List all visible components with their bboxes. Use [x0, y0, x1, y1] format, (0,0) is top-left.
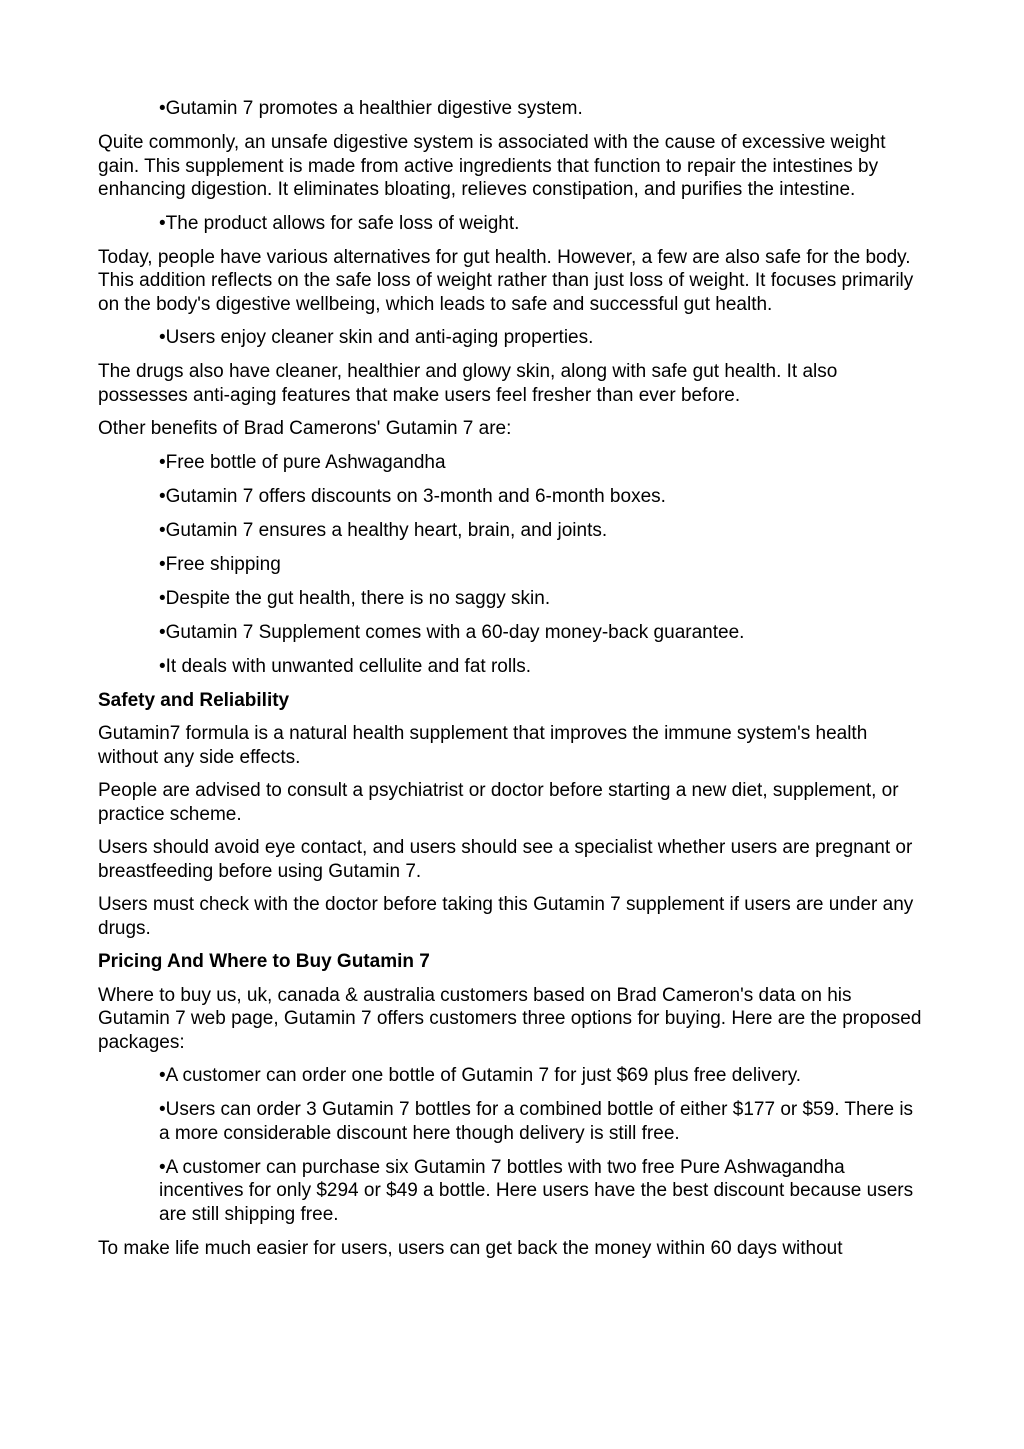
paragraph-digestive: Quite commonly, an unsafe digestive system is associated with the cause of excessive weight gain. This supplement is made from active ingredients that function to repair the intestines by enhancing digestion. It eliminates bloating, relieves constipation, and purifies the intestine.: [98, 132, 886, 200]
heading-pricing: Pricing And Where to Buy Gutamin 7: [98, 951, 430, 972]
bullet-saggy-skin: •Despite the gut health, there is no saggy skin.: [159, 587, 551, 609]
bullet-guarantee: •Gutamin 7 Supplement comes with a 60-day money-back guarantee.: [159, 621, 745, 643]
bullet-cellulite: •It deals with unwanted cellulite and fat rolls.: [159, 655, 532, 677]
paragraph-consult: People are advised to consult a psychiatrist or doctor before starting a new diet, supplement, or practice scheme.: [98, 780, 899, 825]
document-page: [98, 97, 928, 1270]
bullet-free-shipping: •Free shipping: [159, 553, 281, 575]
paragraph-where-to-buy: Where to buy us, uk, canada & australia customers based on Brad Cameron's data on his Gutamin 7 web page, Gutamin 7 offers customers three options for buying. Here are the proposed packages:: [98, 984, 922, 1053]
bullet-discounts: •Gutamin 7 offers discounts on 3-month and 6-month boxes.: [159, 485, 666, 507]
paragraph-eye-contact: Users should avoid eye contact, and users should see a specialist whether users are pregnant or breastfeeding before using Gutamin 7.: [98, 837, 913, 882]
paragraph-skin: The drugs also have cleaner, healthier and glowy skin, along with safe gut health. It also possesses anti-aging features that make users feel fresher than ever before.: [98, 361, 838, 406]
heading-safety: Safety and Reliability: [98, 689, 290, 711]
paragraph-other-benefits: Other benefits of Brad Camerons' Gutamin 7 are:: [98, 418, 512, 439]
paragraph-gut-health: Today, people have various alternatives for gut health. However, a few are also safe for the body. This addition reflects on the safe loss of weight rather than just loss of weight. It focuses primarily on the body's digestive wellbeing, which leads to safe and successful gut health.: [98, 246, 914, 315]
paragraph-money-back: To make life much easier for users, users can get back the money within 60 days without: [98, 1237, 843, 1259]
bullet-weight-loss: •The product allows for safe loss of weight.: [159, 212, 520, 234]
bullet-heart-brain: •Gutamin 7 ensures a healthy heart, brain, and joints.: [159, 519, 608, 541]
bullet-skin: •Users enjoy cleaner skin and anti-aging properties.: [159, 327, 594, 348]
bullet-three-bottles: •Users can order 3 Gutamin 7 bottles for a combined bottle of either $177 or $59. There is a more considerable discount here though delivery is still free.: [159, 1099, 914, 1144]
bullet-one-bottle: •A customer can order one bottle of Gutamin 7 for just $69 plus free delivery.: [159, 1065, 802, 1086]
paragraph-doctor: Users must check with the doctor before taking this Gutamin 7 supplement if users are under any drugs.: [98, 894, 914, 939]
bullet-ashwagandha: •Free bottle of pure Ashwagandha: [159, 451, 446, 473]
bullet-six-bottles: •A customer can purchase six Gutamin 7 bottles with two free Pure Ashwagandha incentives for only $294 or $49 a bottle. Here users have the best discount because users are still shipping free.: [159, 1156, 914, 1225]
paragraph-formula: Gutamin7 formula is a natural health supplement that improves the immune system's health without any side effects.: [98, 723, 868, 768]
bullet-digestive: •Gutamin 7 promotes a healthier digestive system.: [159, 98, 583, 119]
